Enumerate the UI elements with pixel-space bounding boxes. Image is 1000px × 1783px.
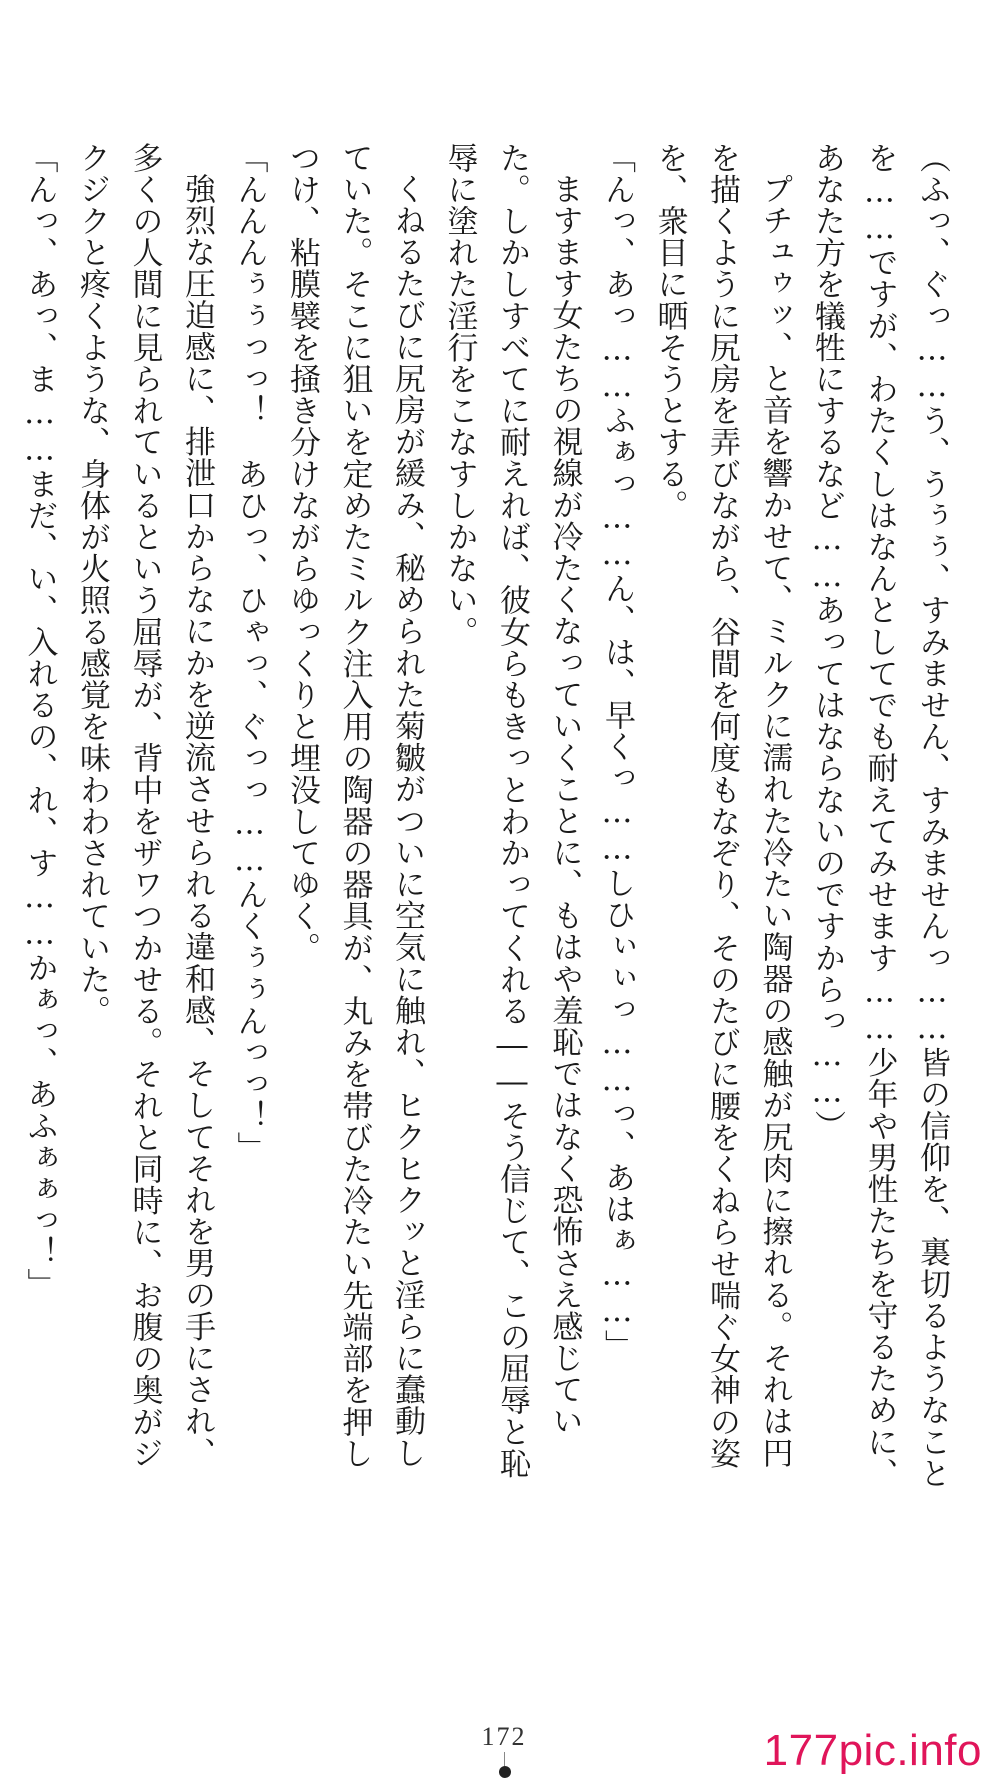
paragraph: 強烈な圧迫感に、排泄口からなにかを逆流させられる違和感、そしてそれを男の手にされ、多くの人間に見られているという屈辱が、背中をザワつかせる。それと同時に、お腹の奥がジクジクと疼くような、身体が火照る感覚を味わわされていた。	[74, 142, 215, 1470]
watermark: 177pic.info	[763, 1726, 982, 1775]
paragraph: くねるたびに尻房が緩み、秘められた菊皺がついに空気に触れ、ヒクヒクッと淫らに蠢動していた。そこに狙いを定めたミルク注入用の陶器の器具が、丸みを帯びた冷たい先端部を押しつけ、粘膜襞を掻き分けながらゆっくりと埋没してゆく。	[284, 142, 425, 1470]
vertical-text-body	[21, 142, 958, 1492]
page-ornament-line	[504, 1752, 505, 1766]
dialogue-line: 「んんんぅぅっっ！ あひっ、ひゃっ、ぐっっ……んくぅぅんっっ！」	[231, 142, 268, 1164]
page-number: 172	[481, 1722, 527, 1751]
page-ornament-dot	[499, 1766, 511, 1778]
dialogue-line: 「んっ、あっ、ま……まだ、い、入れるの、れ、す……かぁっ、あふぁぁっ！」	[21, 142, 58, 1300]
dialogue-line: 「んっ、あっ……ふぁっ……ん、は、早くっ……しひぃぃっ……っ、あはぁ……」	[599, 142, 635, 1362]
paragraph: ますます女たちの視線が冷たくなっていくことに、もはや羞恥ではなく恐怖さえ感じていた。しかしすべてに耐えれば、彼女らもきっとわかってくれる――そう信じて、この屈辱と恥辱に塗れた淫行をこなすしかない。	[441, 142, 583, 1480]
paragraph: （ふっ、ぐっ……う、うぅぅ、すみません、すみませんっ……皆の信仰を、裏切るようなことを……ですが、わたくしはなんとしてでも耐えてみせます……少年や男性たちを守るために、あなた方を犠牲にするなど……あってはならないのですからっ……）	[809, 142, 950, 1490]
paragraph: プチュゥッ、と音を響かせて、ミルクに濡れた冷たい陶器の感触が尻肉に擦れる。それは円を描くように尻房を弄びながら、谷間を何度もなぞり、そのたびに腰をくねらせ喘ぐ女神の姿を、衆目に晒そうとする。	[651, 142, 793, 1470]
